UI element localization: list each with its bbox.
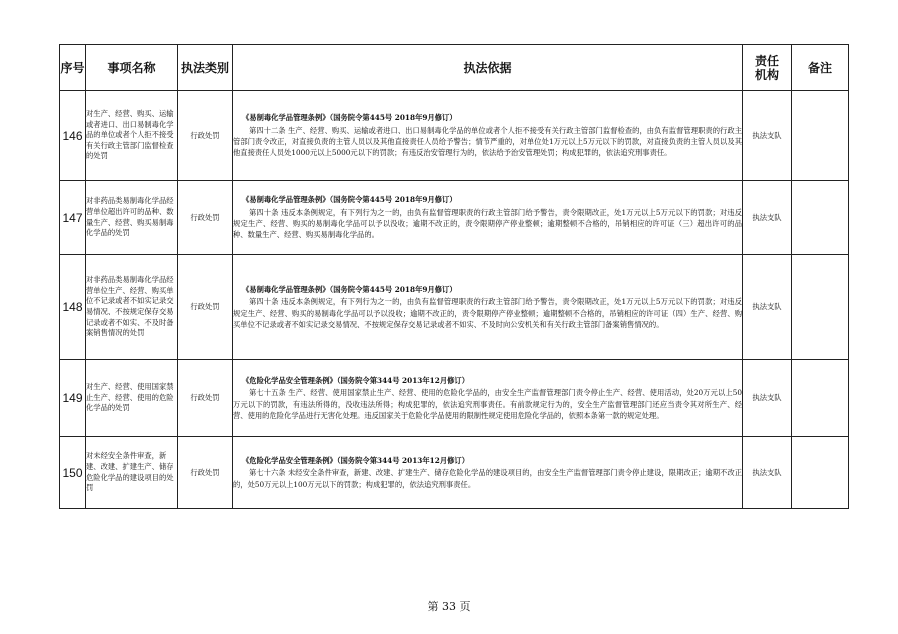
row-number: 147 [60,181,86,255]
enforcement-type: 行政处罚 [178,360,233,437]
responsible-org: 执法支队 [743,360,792,437]
table-row [60,91,849,181]
table-row [60,360,849,437]
basis-body: 第七十六条 未经安全条件审查，新建、改建、扩建生产、储存危险化学品的建设项目的，由安全生产监督管理部门责令停止建设，限期改正；逾期不改正的，处50万元以上100万元以下的罚款；构成犯罪的，依法追究刑事责任。 [233,468,742,489]
table-row [60,437,849,509]
row-number: 146 [60,91,86,181]
item-name: 对非药品类易制毒化学品经营单位超出许可的品种、数量生产、经营、购买易制毒化学品的处罚 [86,181,178,255]
enforcement-type: 行政处罚 [178,181,233,255]
enforcement-type: 行政处罚 [178,255,233,360]
header-enforcement-type: 执法类别 [178,45,233,91]
item-name: 对生产、经营、购买、运输或者进口、出口易制毒化学品的单位或者个人拒不接受有关行政主管部门监督检查的处罚 [86,91,178,181]
table-header-row [60,45,849,91]
basis-body: 第四十二条 生产、经营、购买、运输或者进口、出口易制毒化学品的单位或者个人拒不接受有关行政主管部门监督检查的，由负有监督管理职责的行政主管部门责令改正，对直接负责的主管人员以及其他直接责任人员给予警告；情节严重的，对单位处1万元以上5万元以下的罚款，对直接负责的主管人员以及其他直接责任人员处1000元以上5000元以下的罚款；有违反治安管理行为的，依法给予治安管理处罚；构成犯罪的，依法追究刑事责任。 [233,125,742,158]
table-row [60,181,849,255]
responsible-org: 执法支队 [743,437,792,509]
basis-title: 《易制毒化学品管理条例》（国务院令第445号 2018年9月修订） [242,195,457,205]
row-number: 149 [60,360,86,437]
remark-cell [792,360,849,437]
basis-title: 《易制毒化学品管理条例》（国务院令第445号 2018年9月修订） [242,113,457,123]
basis-body: 第四十条 违反本条例规定，有下列行为之一的，由负有监督管理职责的行政主管部门给予警告，责令限期改正，处1万元以上5万元以下的罚款；对违反规定生产、经营、购买的易制毒化学品可以予以没收；逾期不改正的，责令限期停产停业整顿；逾期整顿不合格的，吊销相应的许可证（四）生产、经营、购买单位不记录或者不如实记录交易情况、不按规定保存交易记录或者不如实、不及时向公安机关和有关行政主管部门备案销售情况的。 [233,297,742,329]
item-name: 对未经安全条件审查，新建、改建、扩建生产、储存危险化学品的建设项目的处罚 [86,437,178,509]
item-name: 对非药品类易制毒化学品经营单位生产、经营、购买单位不记录或者不如实记录交易情况、不按规定保存交易记录或者不如实、不及时备案销售情况的处罚 [86,255,178,360]
enforcement-type: 行政处罚 [178,437,233,509]
enforcement-table [59,44,849,509]
legal-basis [233,91,743,181]
remark-cell [792,255,849,360]
basis-title: 《危险化学品安全管理条例》（国务院令第344号 2013年12月修订） [242,455,470,465]
basis-body: 第四十条 违反本条例规定，有下列行为之一的，由负有监督管理职责的行政主管部门给予警告，责令限期改正，处1万元以上5万元以下的罚款；对违反规定生产、经营、购买的易制毒化学品可以予以没收；逾期不改正的，责令限期停产停业整顿；逾期整顿不合格的，吊销相应的许可证（三）超出许可的品种、数量生产、经营、购买易制毒化学品的。 [233,207,742,240]
legal-basis [233,437,743,509]
remark-cell [792,91,849,181]
enforcement-type: 行政处罚 [178,91,233,181]
header-legal-basis: 执法依据 [233,45,743,91]
page-number: 第 33 页 [427,600,471,613]
row-number: 148 [60,255,86,360]
header-remark: 备注 [792,45,849,91]
responsible-org: 执法支队 [743,181,792,255]
legal-basis [233,255,743,360]
row-number: 150 [60,437,86,509]
header-responsible-org: 责任机构 [743,45,792,91]
remark-cell [792,181,849,255]
basis-body: 第七十五条 生产、经营、使用国家禁止生产、经营、使用的危险化学品的，由安全生产监督管理部门责令停止生产、经营、使用活动，处20万元以上50万元以下的罚款，有违法所得的，没收违法所得；构成犯罪的，依法追究刑事责任。有前款规定行为的，安全生产监督管理部门还应当责令其对所生产、经营、使用的危险化学品进行无害化处理。违反国家关于危险化学品使用的限制性规定使用危险化学品的，依照本条第一款的规定处理。 [233,388,742,420]
legal-basis [233,360,743,437]
remark-cell [792,437,849,509]
responsible-org: 执法支队 [743,255,792,360]
header-item-name: 事项名称 [86,45,178,91]
basis-title: 《危险化学品安全管理条例》（国务院令第344号 2013年12月修订） [242,375,470,385]
legal-basis [233,181,743,255]
basis-title: 《易制毒化学品管理条例》（国务院令第445号 2018年9月修订） [242,284,457,294]
header-seq: 序号 [60,45,86,91]
responsible-org: 执法支队 [743,91,792,181]
item-name: 对生产、经营、使用国家禁止生产、经营、使用的危险化学品的处罚 [86,360,178,437]
table-row [60,255,849,360]
